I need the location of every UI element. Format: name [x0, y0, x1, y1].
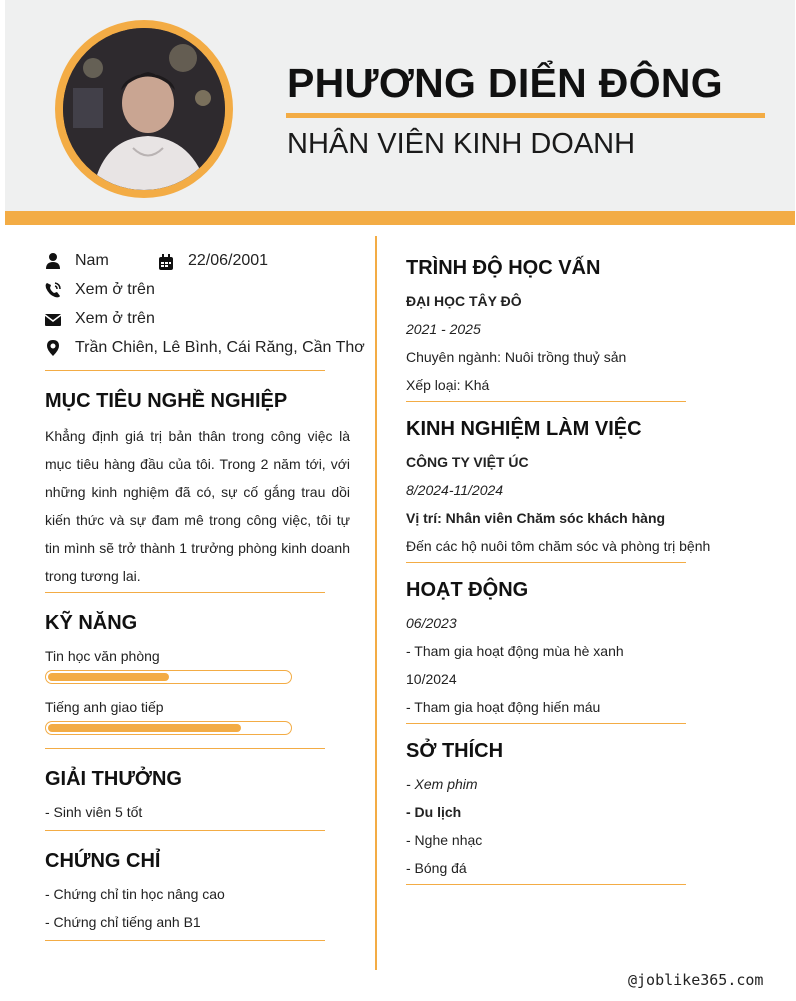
divider: [45, 748, 325, 749]
header-accent-bar: [5, 211, 795, 225]
hobby-item: - Xem phim: [406, 776, 478, 792]
divider: [45, 592, 325, 593]
divider: [406, 723, 686, 724]
skills-heading: KỸ NĂNG: [45, 612, 138, 634]
hobby-item: - Bóng đá: [406, 860, 467, 876]
job-title: NHÂN VIÊN KINH DOANH: [287, 128, 636, 160]
profile-photo: [63, 28, 225, 190]
activities-heading: HOẠT ĐỘNG: [406, 579, 529, 601]
divider: [45, 830, 325, 831]
hobby-item: - Nghe nhạc: [406, 832, 483, 848]
location-icon: [44, 339, 62, 357]
calendar-icon: [157, 253, 175, 271]
full-name: PHƯƠNG DIỂN ĐÔNG: [287, 60, 723, 106]
experience-description: Đến các hộ nuôi tôm chăm sóc và phòng trị bệnh: [406, 538, 711, 554]
column-divider: [375, 236, 377, 970]
certificates-heading: CHỨNG CHỈ: [45, 850, 161, 872]
name-underline: [286, 113, 765, 118]
activity-date: 06/2023: [406, 615, 457, 631]
divider: [406, 401, 686, 402]
skill-bar: [45, 721, 292, 735]
activity-item: - Tham gia hoạt động mùa hè xanh: [406, 643, 624, 659]
objective-text: Khẳng định giá trị bản thân trong công việc là mục tiêu hàng đầu của tôi. Trong 2 năm tới, với những kinh nghiệm đã có, sự cố gắng trau dồi kiến thức và sự đam mê trong công việc, tôi tự tin mình sẽ trở thành 1 trưởng phòng kinh doanh trong tương lai.: [45, 428, 350, 584]
experience-period: 8/2024-11/2024: [406, 482, 504, 498]
watermark: @joblike365.com: [628, 971, 764, 989]
skill-label: Tin học văn phòng: [45, 648, 160, 664]
divider: [45, 940, 325, 941]
activity-item: - Tham gia hoạt động hiến máu: [406, 699, 601, 715]
certificate-item: - Chứng chỉ tin học nâng cao: [45, 886, 225, 902]
activity-date: 10/2024: [406, 671, 457, 687]
email-value: Xem ở trên: [75, 310, 155, 327]
education-rank: Xếp loại: Khá: [406, 377, 490, 393]
skill-bar: [45, 670, 292, 684]
birthday-value: 22/06/2001: [188, 252, 269, 269]
education-heading: TRÌNH ĐỘ HỌC VẤN: [406, 257, 601, 279]
phone-icon: [44, 281, 62, 299]
skill-bar-fill: [48, 724, 241, 732]
skill-bar-fill: [48, 673, 169, 681]
hobby-item: - Du lịch: [406, 804, 462, 820]
email-icon: [44, 311, 62, 329]
award-item: - Sinh viên 5 tốt: [45, 804, 143, 820]
education-period: 2021 - 2025: [406, 321, 481, 337]
divider: [406, 562, 686, 563]
certificate-item: - Chứng chỉ tiếng anh B1: [45, 914, 201, 930]
avatar: [55, 20, 233, 198]
gender-value: Nam: [75, 252, 109, 269]
school-name: ĐẠI HỌC TÂY ĐÔ: [406, 293, 522, 309]
experience-position: Vị trí: Nhân viên Chăm sóc khách hàng: [406, 510, 666, 526]
hobbies-heading: SỞ THÍCH: [406, 740, 504, 762]
address-value: Trần Chiên, Lê Bình, Cái Răng, Cần Thơ: [75, 339, 365, 356]
user-icon: [44, 252, 62, 270]
divider: [45, 370, 325, 371]
phone-value: Xem ở trên: [75, 281, 155, 298]
skill-label: Tiếng anh giao tiếp: [45, 699, 164, 715]
awards-heading: GIẢI THƯỞNG: [45, 768, 182, 790]
education-major: Chuyên ngành: Nuôi trồng thuỷ sản: [406, 349, 627, 365]
company-name: CÔNG TY VIỆT ÚC: [406, 454, 529, 470]
divider: [406, 884, 686, 885]
experience-heading: KINH NGHIỆM LÀM VIỆC: [406, 418, 642, 440]
objective-heading: MỤC TIÊU NGHỀ NGHIỆP: [45, 390, 288, 412]
